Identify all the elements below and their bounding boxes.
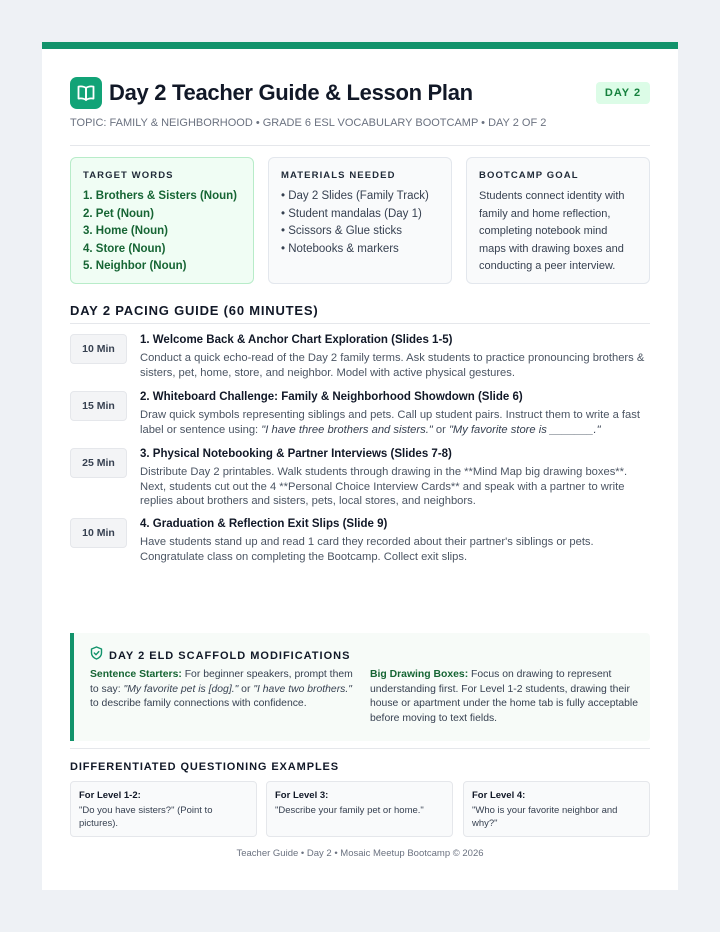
- question-level: For Level 3:: [275, 790, 329, 801]
- materials-heading: MATERIALS NEEDED: [281, 170, 396, 181]
- bootcamp-goal-card: [466, 157, 650, 284]
- questioning-title: DIFFERENTIATED QUESTIONING EXAMPLES: [70, 761, 340, 773]
- question-card: [463, 781, 650, 837]
- material-item: • Student mandalas (Day 1): [281, 207, 422, 220]
- divider: [70, 748, 650, 749]
- target-word: 5. Neighbor (Noun): [83, 260, 187, 272]
- question-card: [266, 781, 453, 837]
- step-time-badge: 10 Min: [70, 334, 127, 364]
- step-description: Conduct a quick echo-read of the Day 2 family terms. Ask students to practice pronouncing brothers & sisters, pet, home, store, and neighbor. Model with active physical gestures.: [140, 352, 645, 379]
- eld-sentence-starters: Sentence Starters: For beginner speakers, prompt them to say: "My favorite pet is [dog]." or "I have two brothers." to describe family connections with confidence.: [90, 669, 353, 710]
- material-item: • Scissors & Glue sticks: [281, 225, 402, 237]
- step-title: 3. Physical Notebooking & Partner Interviews (Slides 7-8): [140, 448, 452, 460]
- step-time-badge: 10 Min: [70, 518, 127, 548]
- divider: [70, 323, 650, 324]
- eld-scaffold-box: [70, 633, 650, 741]
- materials-card: [268, 157, 452, 284]
- target-word: 4. Store (Noun): [83, 242, 166, 255]
- target-words-card: [70, 157, 254, 284]
- page-subtitle: TOPIC: FAMILY & NEIGHBORHOOD • GRADE 6 ESL VOCABULARY BOOTCAMP • DAY 2 OF 2: [70, 117, 547, 129]
- book-open-icon: [70, 77, 102, 109]
- day-badge: DAY 2: [596, 82, 650, 104]
- step-description: Draw quick symbols representing siblings and pets. Call up student pairs. Instruct them to write a fast label or sentence using: "I have three brothers and sisters." or "My favorite store is _______.": [140, 409, 640, 436]
- step-title: 2. Whiteboard Challenge: Family & Neighborhood Showdown (Slide 6): [140, 391, 523, 403]
- material-item: • Day 2 Slides (Family Track): [281, 190, 429, 202]
- target-word: 3. Home (Noun): [83, 225, 168, 237]
- lesson-plan-page: [42, 42, 678, 890]
- question-text: "Who is your favorite neighbor and why?": [472, 805, 618, 829]
- question-level: For Level 4:: [472, 790, 526, 801]
- pacing-title: DAY 2 PACING GUIDE (60 MINUTES): [70, 303, 319, 318]
- material-item: • Notebooks & markers: [281, 242, 399, 255]
- step-time-badge: 15 Min: [70, 391, 127, 421]
- target-words-heading: TARGET WORDS: [83, 170, 174, 181]
- question-text: "Describe your family pet or home.": [275, 805, 424, 816]
- question-text: "Do you have sisters?" (Point to pictures).: [79, 805, 213, 829]
- question-level: For Level 1-2:: [79, 790, 141, 801]
- step-time-badge: 25 Min: [70, 448, 127, 478]
- page-title: Day 2 Teacher Guide & Lesson Plan: [109, 80, 473, 105]
- goal-heading: BOOTCAMP GOAL: [479, 170, 579, 181]
- step-description: Have students stand up and read 1 card they recorded about their partner's siblings or pets. Congratulate class on completing the Bootcamp. Collect exit slips.: [140, 536, 594, 563]
- page-footer: Teacher Guide • Day 2 • Mosaic Meetup Bootcamp © 2026: [236, 848, 484, 859]
- goal-text: Students connect identity with family and home reflection, completing notebook mind maps with drawing boxes and conducting a peer interview.: [479, 190, 625, 272]
- target-word: 2. Pet (Noun): [83, 207, 154, 220]
- eld-title: DAY 2 ELD SCAFFOLD MODIFICATIONS: [109, 649, 351, 662]
- step-description: Distribute Day 2 printables. Walk students through drawing in the **Mind Map big drawing boxes**. Next, students cut out the 4 **Personal Choice Interview Cards** and speak with a partner to write replies about brothers and sisters, pets, local stores, and neighbors.: [140, 466, 628, 507]
- shield-check-icon: [90, 646, 103, 665]
- target-word: 1. Brothers & Sisters (Noun): [83, 190, 237, 202]
- accent-top-bar: [42, 42, 678, 49]
- eld-drawing-boxes: Big Drawing Boxes: Focus on drawing to represent understanding first. For Level 1-2 students, drawing their house or apartment under the home tab is fully acceptable before moving to text fields.: [370, 669, 639, 725]
- question-card: [70, 781, 257, 837]
- divider: [70, 145, 650, 146]
- step-title: 1. Welcome Back & Anchor Chart Exploration (Slides 1-5): [140, 334, 453, 346]
- step-title: 4. Graduation & Reflection Exit Slips (Slide 9): [140, 518, 388, 530]
